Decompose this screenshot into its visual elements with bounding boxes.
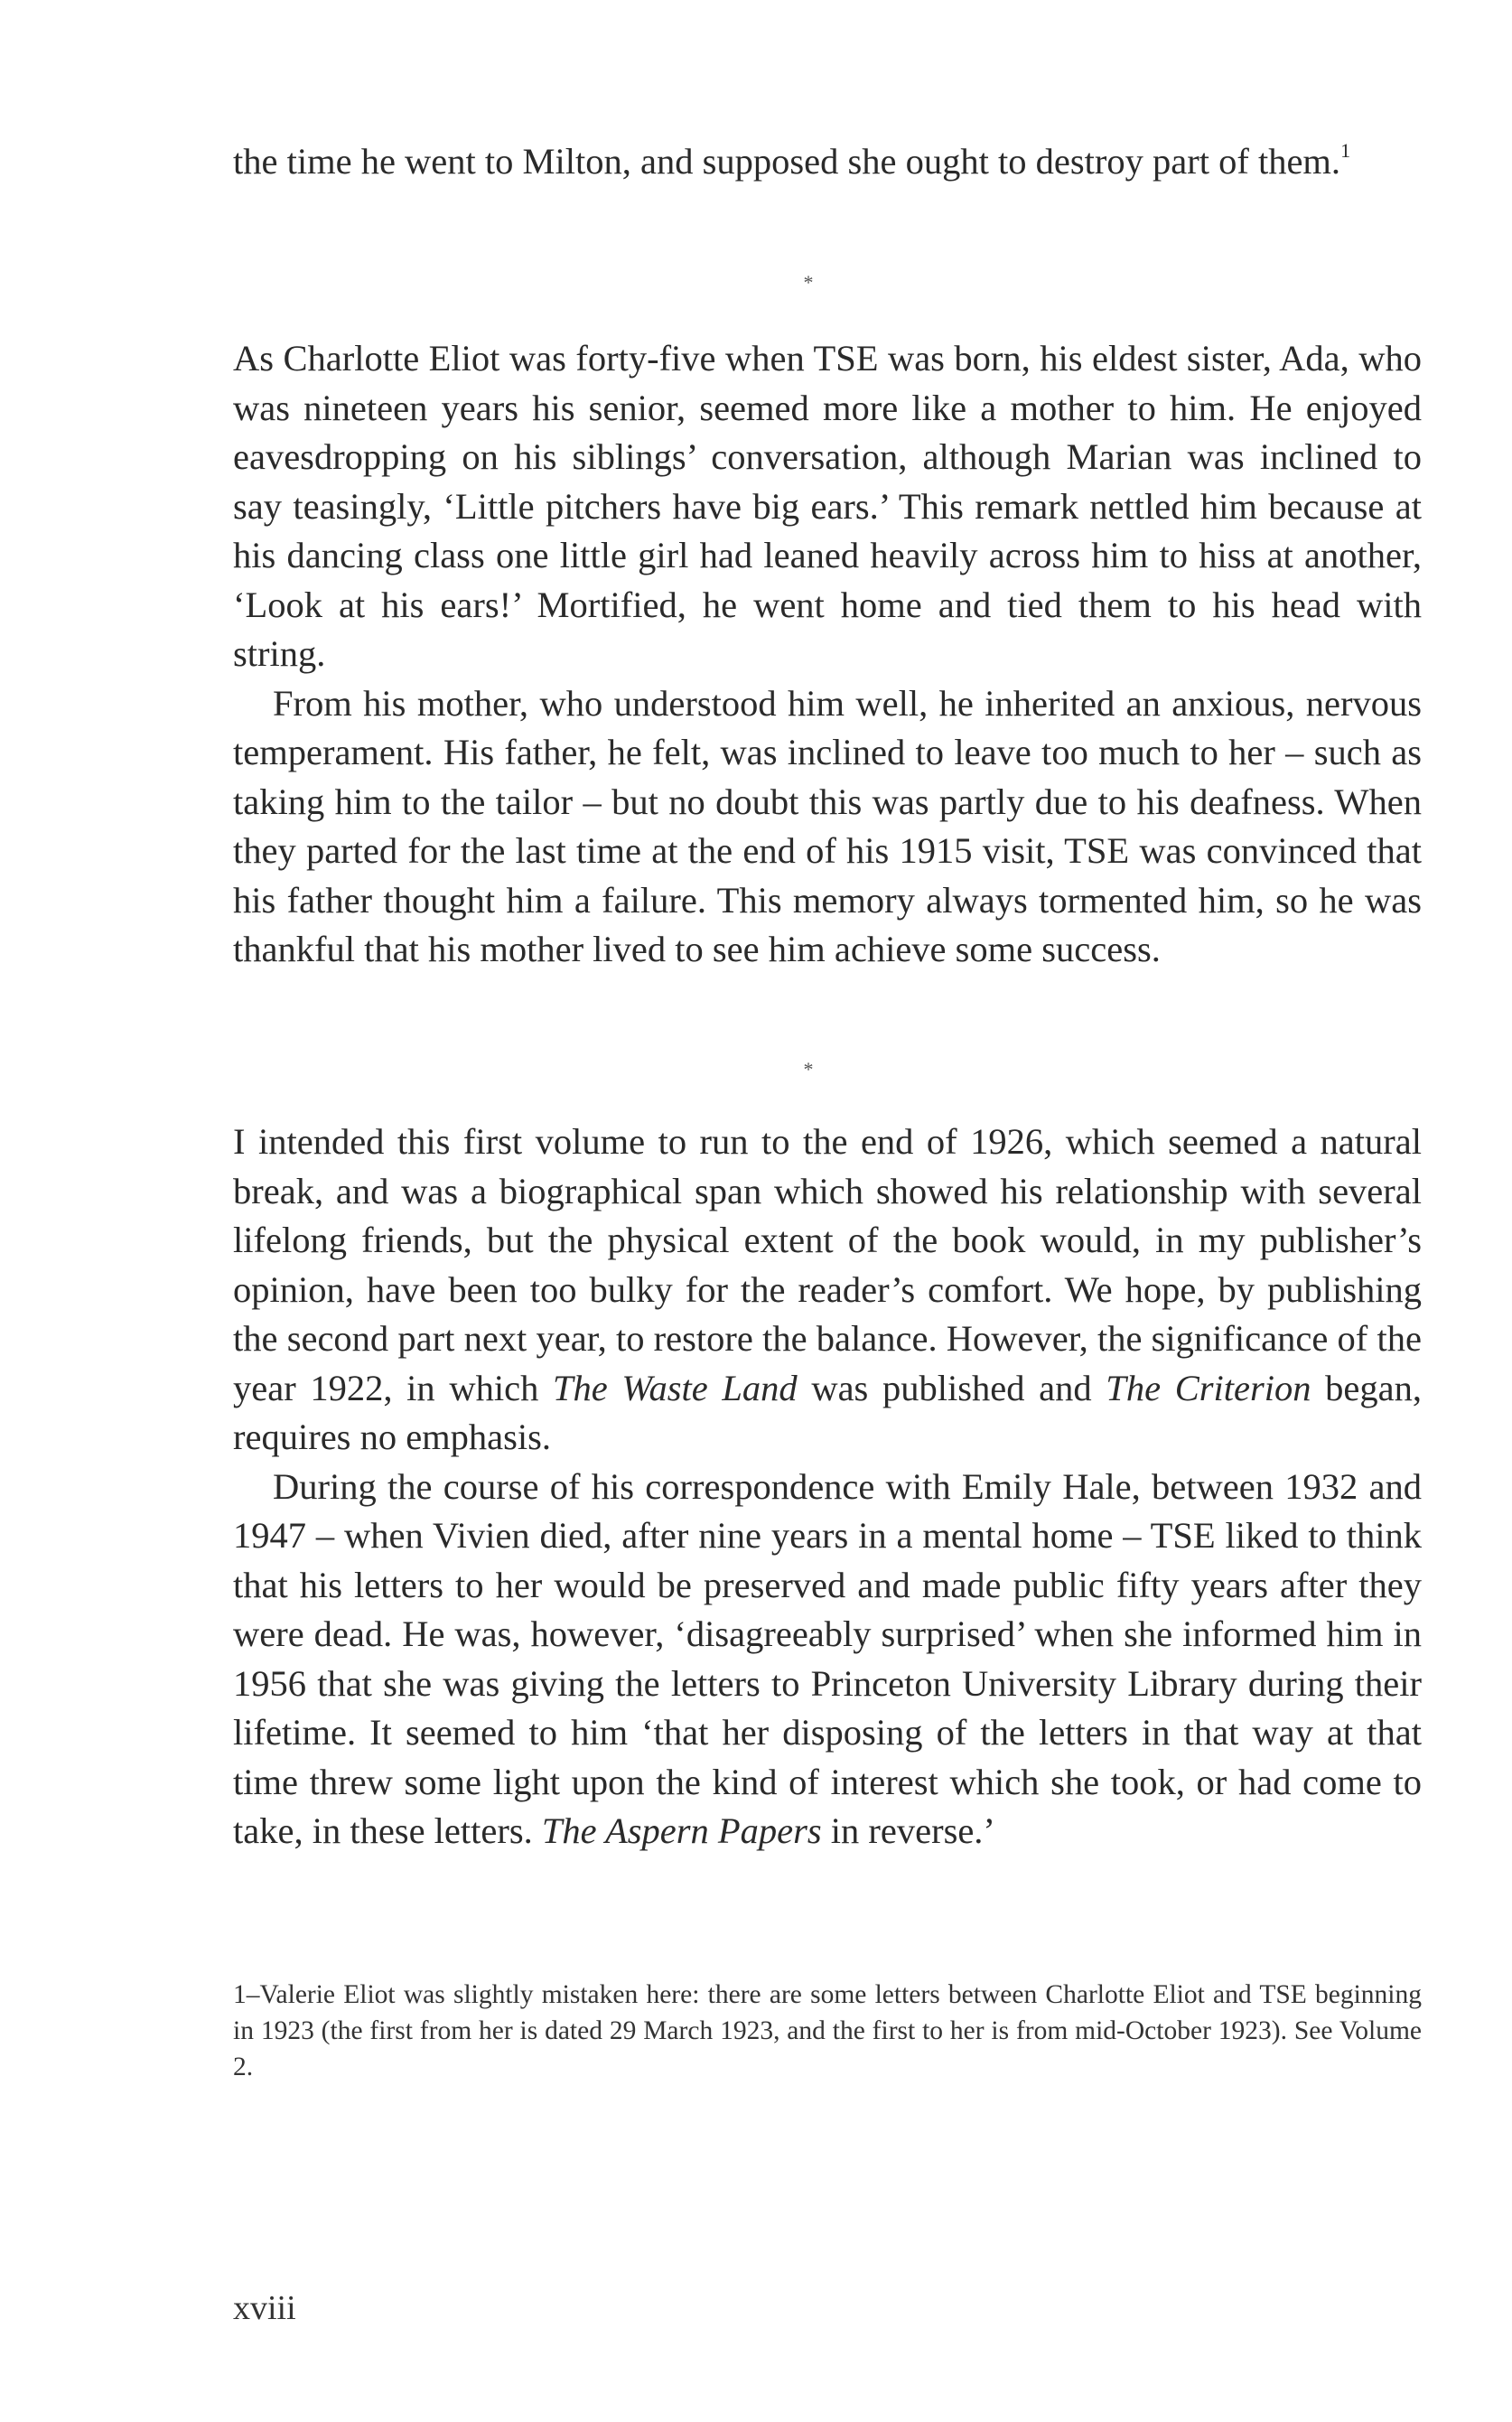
paragraph: From his mother, who understood him well, he inherited an anxious, nervous temperament. His father, he felt, was inclined to leave too much to her – such as taking him to the tailor – but no doubt this was partly due to his deafness. When they parted for the last time at the end of his 1915 visit, TSE was convinced that his father thought him a failure. This memory always tormented him, so he was thankful that his mother lived to see him achieve some success. (233, 682, 1422, 969)
journal-title: The Criterion (1106, 1367, 1311, 1408)
section-separator-asterisk: * (803, 271, 814, 294)
section-block-family (233, 334, 1422, 975)
paragraph-text: began, requires no emphasis. (233, 1367, 1423, 1457)
paragraph (233, 1463, 1422, 1856)
paragraph-text: I intended this first volume to run to the end of 1926, which seemed a natural break, and was a biographical span which showed his relationship with several lifelong friends, but the physical extent of the book would, in my publisher’s opinion, have been too bulky for the reader’s comfort. We hope, by publishing the second part next year, to restore the balance. However, the significance of the year 1922, in which (233, 1121, 1422, 1408)
section-block-volume (233, 1117, 1422, 1856)
section-separator-asterisk: * (803, 1058, 814, 1080)
book-title: The Waste Land (553, 1367, 798, 1408)
paragraph (233, 137, 1422, 187)
footnote: 1–Valerie Eliot was slightly mistaken here: there are some letters between Charlotte Eliot and TSE beginning in 1923 (the first from her is dated 29 March 1923, and the first to her is from mid-October 1923). See Volume 2. (233, 1980, 1422, 2081)
footnote-marker: 1 (1340, 139, 1351, 162)
paragraph (233, 1117, 1422, 1463)
paragraph-text: During the course of his correspondence with Emily Hale, between 1932 and 1947 – when Vivien died, after nine years in a mental home – TSE liked to think that his letters to her would be preserved and made public fifty years after they were dead. He was, however, ‘disagreeably surprised’ when she informed him in 1956 that she was giving the letters to Princeton University Library during their lifetime. It seemed to him ‘that her disposing of the letters in that way at that time threw some light upon the kind of interest which she took, or had come to take, in these letters. (233, 1465, 1422, 1851)
book-title: The Aspern Papers (541, 1810, 822, 1851)
paragraph-text: in reverse.’ (821, 1810, 995, 1851)
paragraph-text: was published and (797, 1367, 1106, 1408)
paragraph-text: the time he went to Milton, and supposed she ought to destroy part of them. (233, 141, 1341, 182)
paragraph: As Charlotte Eliot was forty-five when TSE was born, his eldest sister, Ada, who was nineteen years his senior, seemed more like a mother to him. He enjoyed eavesdropping on his siblings’ conversation, although Marian was inclined to say teasingly, ‘Little pitchers have big ears.’ This remark nettled him because at his dancing class one little girl had leaned heavily across him to hiss at another, ‘Look at his ears!’ Mortified, he went home and tied them to his head with string. (233, 338, 1422, 674)
opening-paragraph-block (233, 137, 1422, 187)
page-number: xviii (233, 2289, 296, 2327)
